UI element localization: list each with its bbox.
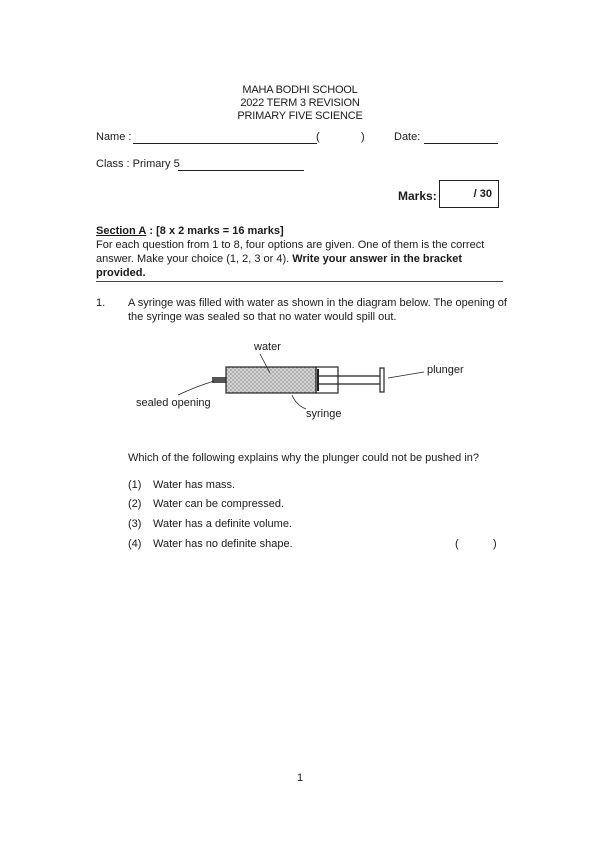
syringe-barrel <box>316 367 338 393</box>
answer-bracket-open: ( <box>455 538 459 550</box>
answer-space[interactable] <box>461 536 491 550</box>
section-heading <box>96 224 284 238</box>
option-4-number: (4) <box>128 538 142 550</box>
marks-label: Marks: <box>398 189 437 203</box>
plunger-thumb-rest <box>380 368 384 392</box>
marks-box <box>439 180 499 208</box>
question-prompt: Which of the following explains why the plunger could not be pushed in? <box>128 452 480 464</box>
school-name: MAHA BODHI SCHOOL <box>242 84 358 96</box>
option-3-number: (3) <box>128 518 142 530</box>
instruction-line-3: provided. <box>96 267 146 279</box>
section-title: Section A <box>96 225 147 237</box>
index-paren-open: ( <box>316 131 320 143</box>
section-divider <box>96 281 503 282</box>
exam-term: 2022 TERM 3 REVISION <box>240 97 360 109</box>
option-2-text[interactable]: Water can be compressed. <box>153 498 285 510</box>
label-water: water <box>254 341 281 353</box>
question-stem-line-1: A syringe was filled with water as shown in the diagram below. The opening of <box>128 297 507 309</box>
option-3-text[interactable]: Water has a definite volume. <box>153 518 292 530</box>
label-sealed-opening: sealed opening <box>136 397 211 409</box>
instruction-choice: answer. Make your choice (1, 2, 3 or 4). <box>96 253 290 265</box>
date-field[interactable] <box>424 131 498 144</box>
option-2-number: (2) <box>128 498 142 510</box>
name-field[interactable] <box>133 131 317 144</box>
water-chamber <box>226 367 316 393</box>
class-field[interactable] <box>178 158 304 171</box>
question-number: 1. <box>96 297 106 309</box>
class-label: Class : Primary 5 <box>96 158 180 170</box>
label-plunger: plunger <box>427 364 464 376</box>
answer-bracket-close: ) <box>493 538 497 550</box>
option-4-text[interactable]: Water has no definite shape. <box>153 538 293 550</box>
option-1-number: (1) <box>128 479 142 491</box>
instruction-line-1: For each question from 1 to 8, four options are given. One of them is the correct <box>96 239 485 251</box>
marks-total: / 30 <box>473 188 492 200</box>
date-label: Date: <box>394 131 421 143</box>
instruction-line-2 <box>96 252 462 266</box>
exam-subject: PRIMARY FIVE SCIENCE <box>237 110 363 122</box>
syringe-diagram <box>120 335 480 430</box>
page-number: 1 <box>296 772 304 784</box>
sealed-nozzle <box>212 377 226 383</box>
option-1-text[interactable]: Water has mass. <box>153 479 236 491</box>
name-label: Name : <box>96 131 132 143</box>
label-syringe: syringe <box>306 408 342 420</box>
instruction-write-answer: Write your answer in the bracket <box>292 253 463 265</box>
question-stem-line-2: the syringe was sealed so that no water would spill out. <box>128 311 397 323</box>
section-marks-info: : [8 x 2 marks = 16 marks] <box>149 225 284 237</box>
index-paren-close: ) <box>361 131 365 143</box>
